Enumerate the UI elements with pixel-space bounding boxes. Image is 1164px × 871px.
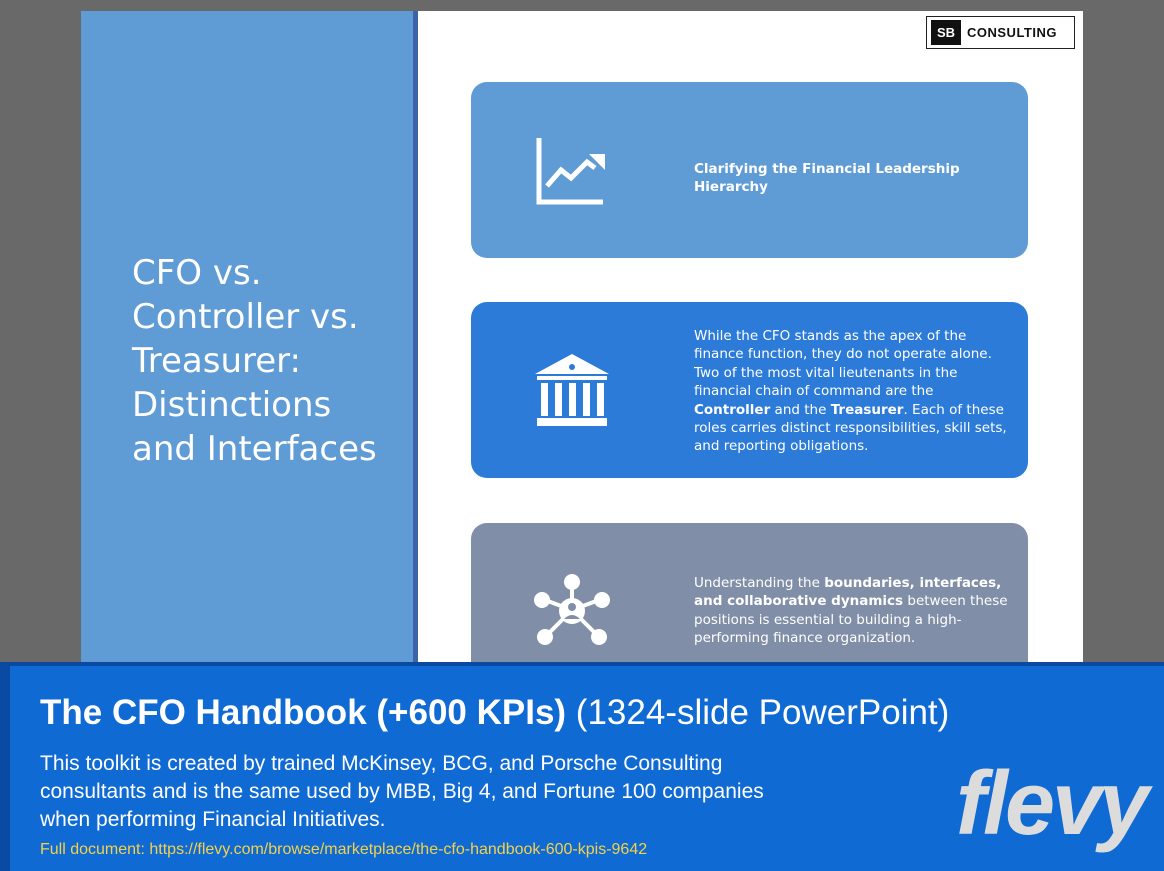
banner-edge (0, 666, 10, 871)
info-card-boundaries (471, 523, 1028, 671)
card-text: Clarifying the Financial Leadership Hierarchy (694, 161, 960, 196)
brand-text: CONSULTING (967, 25, 1057, 40)
card-text: Understanding the boundaries, interfaces, and collaborative dynamics between these positions is essential to building a high-performing finance organization. (694, 575, 1008, 647)
bank-building-icon (533, 352, 611, 428)
banner-title-bold: The CFO Handbook (+600 KPIs) (40, 693, 567, 732)
chart-growth-icon (533, 134, 605, 206)
banner-title-light: (1324-slide PowerPoint) (575, 693, 950, 732)
banner-title (40, 692, 949, 734)
panel-divider (413, 11, 418, 671)
info-card-roles (471, 302, 1028, 478)
banner-description: This toolkit is created by trained McKinsey, BCG, and Porsche Consulting consultants and is the same used by MBB, Big 4, and Fortune 100 companies when performing Financial Initiatives. (40, 752, 764, 831)
promo-banner (0, 662, 1164, 871)
flevy-logo: flevy (956, 754, 1147, 854)
info-card-hierarchy (471, 82, 1028, 258)
slide-title: CFO vs. Controller vs. Treasurer: Distinctions and Interfaces (132, 253, 377, 469)
slide (81, 11, 1083, 671)
network-hub-icon (533, 573, 611, 647)
brand-mark: SB (931, 20, 961, 45)
full-document-link[interactable]: Full document: https://flevy.com/browse/marketplace/the-cfo-handbook-600-kpis-9642 (40, 841, 648, 858)
brand-logo (926, 16, 1075, 49)
slide-title-panel (81, 11, 413, 671)
card-text: While the CFO stands as the apex of the finance function, they do not operate alone. Two of the most vital lieutenants in the financial chain of command are the Controller and the Treasurer. Each of these roles carries distinct responsibilities, skill sets, and reporting obligations. (694, 328, 1007, 455)
